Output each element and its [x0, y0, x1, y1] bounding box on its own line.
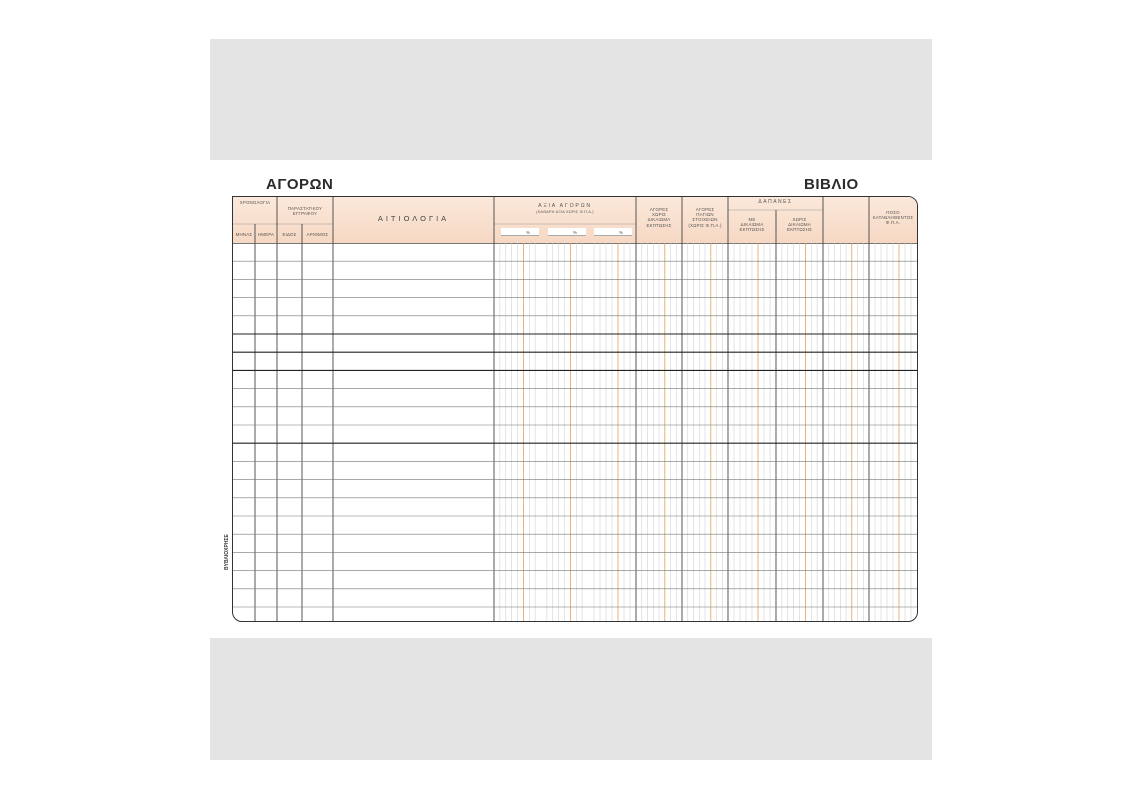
header-axia-agoron: ΑΞΙΑ ΑΓΟΡΩΝ: [538, 203, 592, 209]
header-me-dikaioma: ΜΕ ΔΙΚΑΙΩΜΑ ΕΚΠΤΩΣΗΣ: [739, 217, 765, 233]
header-parastatikou: ΠΑΡΑΣΤΑΤΙΚΟΥ ΕΓΓΡΑΦΟΥ: [287, 206, 323, 217]
header-poso-fpa: ΠΟΣΟ ΚΑΤΑΒΛΗΘΕΝΤΟΣ Φ.Π.Α.: [872, 210, 914, 226]
header-arithmos: ΑΡΙΘΜΟΣ: [306, 232, 329, 237]
header-agores-pagion: ΑΓΟΡΕΣ ΠΑΓΙΩΝ ΣΤΟΙΧΕΙΩΝ (ΧΩΡΙΣ Φ.Π.Α.): [688, 207, 722, 228]
pct-sign-2: %: [573, 230, 578, 235]
header-eidos: ΕΙΔΟΣ: [282, 232, 297, 237]
pct-sign-3: %: [619, 230, 624, 235]
header-agores-xoris: ΑΓΟΡΕΣ ΧΩΡΙΣ ΔΙΚΑΙΩΜΑ ΕΚΠΤΩΣΗΣ: [646, 207, 672, 228]
header-imera: ΗΜΕΡΑ: [257, 232, 275, 237]
bottom-gray-band: [210, 638, 932, 760]
ledger-grid: [233, 197, 917, 621]
top-gray-band: [210, 39, 932, 160]
header-chronologia: ΧΡΟΝΟΛΟΓΙΑ: [239, 200, 271, 205]
title-vivlio: ΒΙΒΛΙΟ: [804, 176, 859, 193]
title-agoron: ΑΓΟΡΩΝ: [266, 176, 334, 193]
header-dapanes: ΔΑΠΑΝΕΣ: [758, 199, 793, 205]
header-axia-sub: (ΚΑΘΑΡΗ ΑΞΙΑ ΧΩΡΙΣ Φ.Π.Α.): [536, 210, 594, 214]
pct-sign-1: %: [526, 230, 531, 235]
header-aitiologia: ΑΙΤΙΟΛΟΓΙΑ: [377, 214, 450, 223]
publisher-side-label: [224, 560, 230, 570]
header-xoris-dikaioma: ΧΩΡΙΣ ΔΙΚΑΙΩΜΑ ΕΚΠΤΩΣΗΣ: [786, 217, 813, 233]
header-minas: ΜΗΝΑΣ: [235, 232, 253, 237]
ledger-table: [232, 196, 918, 622]
